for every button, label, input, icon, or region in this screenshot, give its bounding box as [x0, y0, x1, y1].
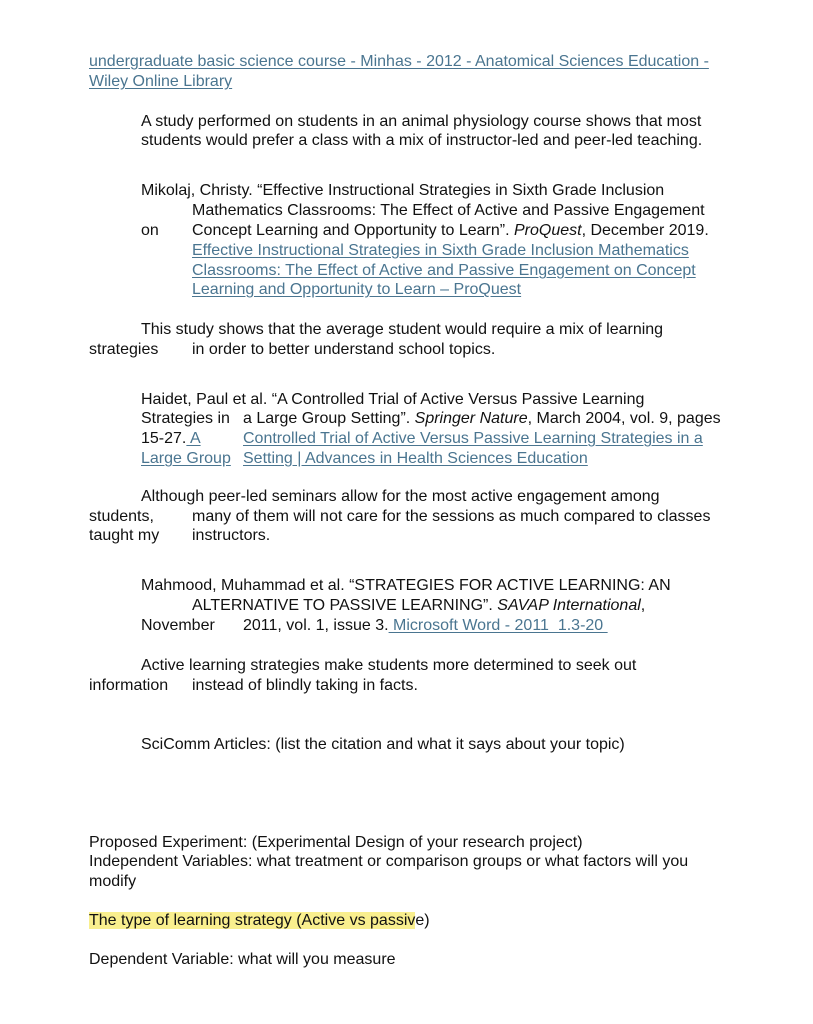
- summary-mikolaj-line2-lead: strategies: [89, 341, 159, 358]
- summary-mikolaj-line1: This study shows that the average student would require a mix of learning: [141, 321, 664, 338]
- citation-date: , December 2019.: [581, 222, 709, 239]
- citation-link-mahmood[interactable]: Microsoft Word - 2011_1.3-20: [388, 617, 608, 634]
- citation-haidet-line1: Haidet, Paul et al. “A Controlled Trial of Active Versus Passive Learning: [141, 391, 645, 408]
- citation-mikolaj-line1: Mikolaj, Christy. “Effective Instructional Strategies in Sixth Grade Inclusion: [141, 182, 665, 199]
- summary-mahmood-line1: Active learning strategies make students more determined to seek out: [141, 657, 637, 674]
- citation-mahmood-line3: [243, 616, 608, 636]
- citation-link-minhas-line1[interactable]: undergraduate basic science course - Minhas - 2012 - Anatomical Sciences Education -: [89, 53, 709, 70]
- scicomm-heading: SciComm Articles: (list the citation and what it says about your topic): [141, 736, 625, 753]
- dependent-variable-prompt: Dependent Variable: what will you measure: [89, 951, 396, 968]
- independent-variables-prompt-line1: Independent Variables: what treatment or comparison groups or what factors will you: [89, 853, 689, 870]
- citation-text: ALTERNATIVE TO PASSIVE LEARNING”.: [192, 597, 498, 614]
- citation-details: 2011, vol. 1, issue 3.: [243, 617, 389, 634]
- independent-variable-answer: [89, 911, 430, 931]
- answer-text-tail: e): [415, 912, 430, 929]
- citation-link-haidet-line2-lead[interactable]: Large Group: [141, 450, 231, 467]
- summary-mahmood-line2-lead: information: [89, 677, 169, 694]
- proposed-experiment-heading: Proposed Experiment: (Experimental Design of your research project): [89, 834, 583, 851]
- citation-details: , March 2004, vol. 9, pages: [527, 410, 721, 427]
- citation-link-mikolaj-line1[interactable]: Effective Instructional Strategies in Sixth Grade Inclusion Mathematics: [192, 242, 689, 259]
- summary-haidet-line3: instructors.: [192, 527, 271, 544]
- summary-minhas-line1: A study performed on students in an animal physiology course shows that most: [141, 113, 702, 130]
- highlighted-text: The type of learning strategy (Active vs passiv: [89, 912, 416, 929]
- citation-punct: ,: [640, 597, 646, 614]
- citation-text: Concept Learning and Opportunity to Learn”.: [192, 222, 514, 239]
- citation-mahmood-line3-lead: November: [141, 617, 215, 634]
- summary-mahmood-line2: instead of blindly taking in facts.: [192, 677, 418, 694]
- journal-name: SAVAP International: [497, 597, 641, 614]
- citation-link-haidet-line1[interactable]: Controlled Trial of Active Versus Passive Learning Strategies in a: [243, 430, 703, 447]
- summary-mikolaj-line2: in order to better understand school topics.: [192, 341, 496, 358]
- citation-mahmood-line1: Mahmood, Muhammad et al. “STRATEGIES FOR ACTIVE LEARNING: AN: [141, 577, 671, 594]
- citation-link-haidet-part1[interactable]: A: [186, 430, 201, 447]
- journal-name: Springer Nature: [414, 410, 528, 427]
- citation-link-minhas-line2[interactable]: Wiley Online Library: [89, 73, 233, 90]
- citation-haidet-line2: [243, 409, 721, 429]
- citation-haidet-line2-lead: Strategies in: [141, 410, 230, 427]
- independent-variables-prompt-line2: modify: [89, 873, 137, 890]
- citation-mikolaj-line3: [192, 221, 709, 241]
- citation-mikolaj-line3-lead: on: [141, 222, 159, 239]
- journal-name: ProQuest: [513, 222, 582, 239]
- summary-haidet-line1: Although peer-led seminars allow for the most active engagement among: [141, 488, 660, 505]
- citation-link-mikolaj-line3[interactable]: Learning and Opportunity to Learn – ProQuest: [192, 281, 522, 298]
- summary-haidet-line2-lead: students,: [89, 508, 154, 525]
- summary-haidet-line2: many of them will not care for the sessions as much compared to classes: [192, 508, 711, 525]
- citation-text: a Large Group Setting”.: [243, 410, 415, 427]
- citation-link-mikolaj-line2[interactable]: Classrooms: The Effect of Active and Passive Engagement on Concept: [192, 262, 696, 279]
- citation-link-haidet-line2[interactable]: Setting | Advances in Health Sciences Education: [243, 450, 588, 467]
- citation-pages: 15-27.: [141, 430, 187, 447]
- citation-mikolaj-line2: Mathematics Classrooms: The Effect of Active and Passive Engagement: [192, 202, 705, 219]
- citation-mahmood-line2: [192, 596, 645, 616]
- summary-haidet-line3-lead: taught my: [89, 527, 160, 544]
- citation-haidet-line3: [141, 429, 201, 449]
- summary-minhas-line2: students would prefer a class with a mix of instructor-led and peer-led teaching.: [141, 132, 703, 149]
